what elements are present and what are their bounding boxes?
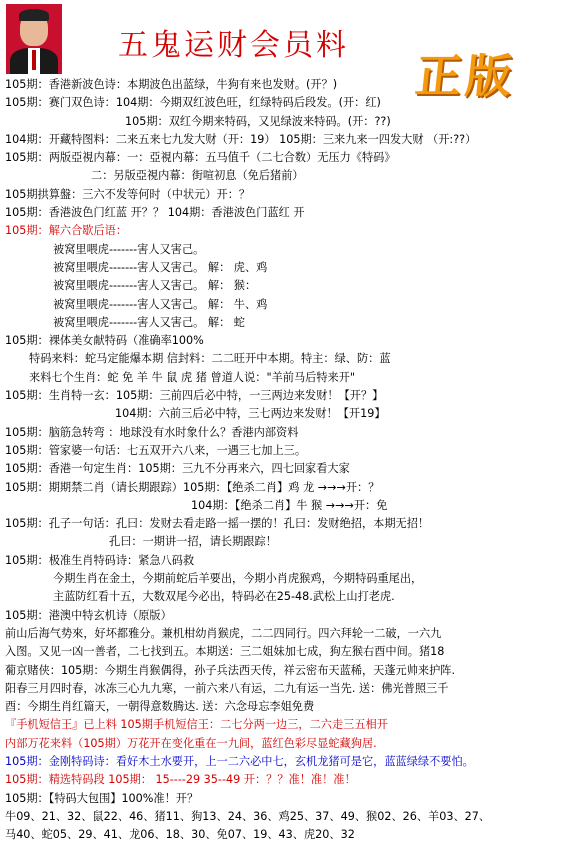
text-line: 105期：港澳中特玄机诗（原版） (5, 608, 172, 622)
text-line: 被窝里喂虎-------害人又害己。 解： 猴： (53, 279, 257, 293)
text-line: 105期：金刚特码诗：看好木土水要开，上一二六必中七，玄机龙猪可是它，蓝蓝绿绿不要怕。 (5, 754, 474, 768)
text-line: 105期：香港波色门红蓝 开？？ 104期：香港波色门蓝红 开 (5, 206, 305, 220)
text-line: 阳春三月四时春，冰冻三心九九寒，一前六来八有运，二九有运一当先. 送：佛光普照三千 (5, 681, 449, 695)
text-line: 酉：今期生肖红篇天，一朝得意数腾达. 送：六念母忘李姐免费 (5, 700, 315, 714)
text-line: 被窝里喂虎-------害人又害己。 解： 虎、鸡 (53, 260, 268, 274)
text-line: 105期：香港新波色诗：本期波色出蓝绿，牛狗有来也发财。(开？) (5, 78, 338, 91)
text-line: 二：另版亞視内幕：街喧初息（免后猪前） (91, 169, 304, 183)
text-line: 今期生肖在金土，今期前蛇后羊要出，今期小肖虎猴鸡，今期特码重尾出， (53, 572, 423, 586)
text-line: 『手机短信王』已上料 105期手机短信王：二七分两一边三，二六走三五相开 (5, 718, 388, 732)
text-line: 105期：孔子一句话：孔曰：发财去看走路一摇一摆的！孔曰：发财绝招，本期无招！ (5, 517, 430, 531)
text-line: 105期：两版亞視内幕：一：亞視内幕：五马值千（二七合数）无压力《特码》 (5, 151, 396, 165)
article-body (5, 76, 571, 844)
text-line: 105期：【特码大包围】100%准！开？ (5, 791, 199, 805)
text-line: 牛09、21、32、鼠22、46、猪11、狗13、24、36、鸡25、37、49、猴02、26、羊03、27、 (5, 809, 491, 823)
text-line: 105期：裸体美女献特码（准确率100% (5, 334, 204, 348)
genuine-stamp: 正版 (412, 49, 519, 103)
text-line: 被窝里喂虎-------害人又害己。 解： 蛇 (53, 315, 245, 329)
text-line: 104期：六前三后必中特，三七两边来发财！【开19】 (115, 407, 386, 421)
text-line: 105期：管家婆一句话：七五双开六八来，一遇三七加上三。 (5, 443, 307, 457)
text-line: 来料七个生肖：蛇 免 羊 牛 鼠 虎 猪 曾道人说："羊前马后特来开" (29, 370, 356, 384)
text-line: 105期：双红今期来特码，又见绿波来特码。(开：??) (125, 114, 391, 128)
text-line: 孔曰：一期讲一招，请长期跟踪！ (109, 535, 277, 549)
text-line: 105期：解六合歇后语： (5, 224, 128, 238)
text-line: 被窝里喂虎-------害人又害己。 (53, 242, 205, 256)
text-line: 105期：生肖特一玄：105期：三前四后必中特，一三两边来发财！【开？】 (5, 389, 384, 403)
photo-tie (32, 50, 36, 70)
text-line: 104期：【绝杀二肖】牛 猴 →→→开：免 (191, 498, 388, 512)
text-line: 105期：极准生肖特码诗：紧急八码救 (5, 553, 195, 567)
text-line: 105期：香港一句定生肖：105期：三九不分再来六，四七回家看大家 (5, 462, 350, 476)
photo-hair (19, 9, 49, 21)
text-line: 105期：精选特码段 105期： 15----29 35--49 开：？？准！准！准！ (5, 773, 356, 787)
page-title: 五鬼运财会员料 (118, 28, 349, 63)
text-line: 马40、蛇05、29、41、龙06、18、30、免07、19、43、虎20、32 (5, 828, 355, 842)
text-line: 105期：脑筋急转弯 ：地球没有水时象什么？香港内部资料 (5, 425, 299, 439)
text-line: 105期：期期禁二肖（请长期跟踪）105期：【绝杀二肖】鸡 龙 →→→开：？ (5, 480, 380, 494)
text-line: 葡京赌侠：105期：今期生肖猴偶得，孙子兵法西天传，祥云密布天蓝稀，天蓬元帅来护阵. (5, 663, 456, 677)
text-line: 前山后海气势來，好坏都雅分。兼机柑幼肖猴虎，二二四同行。四六拜轮一二破，一六九 (5, 626, 442, 640)
text-line: 主蓝防红看十五，大数双尾今必出，特码必在25-48.武松上山打老虎. (53, 590, 395, 604)
text-line: 入图。又见一凶一善者，二七找到五。本期送：三二姐妹加七成，狗左猴右酉中间。猪18 (5, 645, 445, 659)
text-line: 内部万花来料（105期）万花开在变化重在一九间，蓝红色彩尽显蛇藏狗居. (5, 736, 377, 750)
text-line: 被窝里喂虎-------害人又害己。 解： 牛、鸡 (53, 297, 268, 311)
author-photo (6, 4, 62, 74)
text-line: 104期：开藏特图料：二来五来七九发大财（开：19） 105期：三来九来一四发大财 （开:??） (5, 132, 477, 146)
text-line: 105期拱算盤：三六不发等何时（中状元）开：？ (5, 187, 251, 201)
text-line: 105期：赛门双色诗：104期：今期双红波色旺，红绿特码后段发。(开：红) (5, 96, 381, 110)
text-line: 特码来料：蛇马定能爆本期 信封料：二二旺开中本期。特主：绿、防：蓝 (29, 352, 391, 366)
